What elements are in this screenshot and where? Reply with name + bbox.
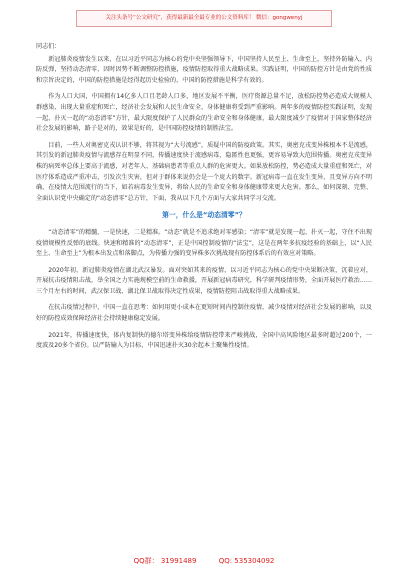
footer-qq-group: QQ群： 31991489	[133, 557, 197, 565]
document-body	[36, 42, 372, 358]
footer-qq-number: QQ: 535304092	[218, 557, 275, 565]
paragraph: 新冠肺炎疫情发生以来，在以习近平同志为核心的党中央坚强领导下，中国坚持人民至上、生命至上，坚持外防输入、内防反弹，坚持动态清零，因时因势不断调整防控措施，疫情防控取得重大战略成果。实践证明，中国的防控方针是由党的性质和宗旨决定的，中国的防控措施是经得起历史检验的，中国的防控措施是科学有效的。	[36, 55, 372, 84]
footer-contact	[0, 556, 408, 570]
paragraph: 目前，一些人对奥密克戎认识不够，将其视为“大号流感”，质疑中国的防疫政策。其实，奥密克戎变异株根本不是流感，其引发的新冠肺炎疫情与流感存在明显不同，传播速度快于流感病毒，隐匿性也更强，更容易导致大范围传播。奥密克戎变异株的病死率总体上要高于流感，对老年人、基础病患者等重点人群的危害更大。如果放松防控，势必造成大量重症和死亡，对医疗体系造成严重冲击，引发次生灾害，但对于群体来说仍会是一个庞大的数字。新冠病毒一直在发生变异，且变异方向不明确，在疫情大范围流行的当下，如若病毒发生变异，将给人民的生命安全和身体健康带来更大危害。那么，如何深刻、完整、全面认识党中央确定的“动态清零”总方针，下面，我从以下几个方面与大家共同学习交流。	[36, 141, 372, 202]
salutation: 同志们：	[36, 43, 61, 50]
promo-banner: 关注头条号“公文研究”，获得最新最全最专业的公文资料库！ 微信：gongwenyj	[76, 10, 332, 27]
section-heading: 第一，什么是“动态清零”？	[162, 211, 246, 220]
paragraph: 2020年初，新冠肺炎疫情在湖北武汉暴发。面对突如其来的疫情，以习近平同志为核心的党中央果断决策，沉着应对，开展抗击疫情阻击战，举全国之力实施规模空前的生命救援，开展新冠病毒研究，科学研判疫情形势，全面开展医疗救治……三个月左右的时间，武汉保卫战、湖北保卫战取得决定性成果，疫情防控阻击战取得重大战略成果。	[36, 266, 372, 295]
paragraph: 作为人口大国，中国拥有14亿多人口且老龄人口多，地区发展不平衡，医疗资源总量不足，放松防控势必造成大规模人群感染、出现大量重症和死亡，经济社会发展和人民生命安全、身体健康将受到严重影响。两年多的疫情防控实践证明，发现一起、扑灭一起的“动态清零”方针，最大限度保护了人民群众的生命安全和身体健康，最大限度减少了疫情对于国家整体经济社会发展的影响，路子是对的，效果是好的，是中国防控疫情的制胜法宝。	[36, 93, 372, 133]
paragraph: 在抗击疫情过程中，中国一直在思考：如何用更小成本在更短时间内控制住疫情，减少疫情对经济社会发展的影响，以及好的防控成效保障经济社会持续健康稳定发展。	[36, 304, 372, 323]
paragraph: 2021年，传播速度快，体内复制快的德尔塔变异株给疫情防控带来严峻挑战，全国中高风险地区最多时超过200个，一度波及20多个省份。以严防输入为目标，中国迅速扑灭30余起本土聚集性疫情。	[36, 331, 372, 350]
paragraph: “动态清零”的精髓，一是快速，二是精准。“动态”就是不追求绝对零感染；“清零”就是发现一起、扑灭一起，守住不出现疫情规模性反弹的底线。快速和精准的“动态清零”，正是中国控制疫情的“法宝”，这是在两年多抗疫经验的基础上，以“人民至上、生命至上”为根本出发点和落脚点，为传播力强的变异株多次挑战现有防控体系后的有效应对策略。	[36, 228, 372, 258]
